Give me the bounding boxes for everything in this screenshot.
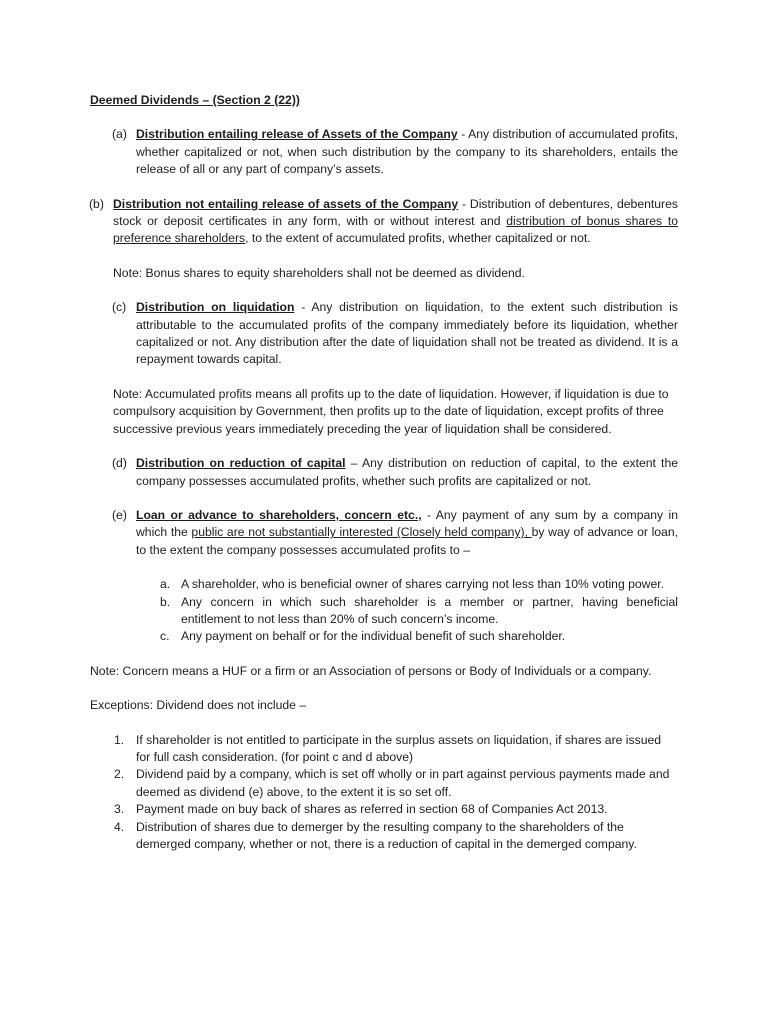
list-item-label: 4. — [114, 819, 125, 834]
item-a-label: (a) — [112, 127, 127, 142]
item-d-heading: Distribution on reduction of capital — [136, 456, 346, 471]
list-item-text: Any payment on behalf or for the individual benefit of such shareholder. — [181, 629, 566, 644]
item-b — [89, 196, 678, 248]
item-e-subitems — [160, 576, 678, 646]
list-item-text: A shareholder, who is beneficial owner of shares carrying not less than 10% voting power. — [181, 577, 665, 592]
item-b-text-1: - Distribution of debentures, debentures stock or deposit certificates in any form, with or without interest and — [113, 196, 678, 229]
item-d — [112, 455, 678, 490]
item-c — [112, 299, 678, 369]
item-b-text-2: , to the extent of accumulated profits, whether capitalized or not. — [245, 231, 591, 246]
item-b-heading: Distribution not entailing release of assets of the Company — [113, 196, 459, 211]
item-e-underlined: public are not substantially interested (Closely held company), — [191, 525, 532, 540]
item-c-label: (c) — [112, 300, 127, 315]
item-e-heading: Loan or advance to shareholders, concern etc., — [136, 507, 422, 522]
note-accumulated-profits: Note: Accumulated profits means all profits up to the date of liquidation. However, if liquidation is due to compulsory acquisition by Government, then profits up to the date of liquidation, except profits of three successive previous years immediately preceding the year of liquidation shall be considered. — [113, 386, 669, 436]
list-item-text: Any concern in which such shareholder is a member or partner, having beneficial entitlement to not less than 20% of such concern’s income. — [181, 594, 678, 626]
list-item-label: c. — [160, 629, 170, 644]
page-title: Deemed Dividends – (Section 2 (22)) — [90, 93, 300, 107]
item-c-text: - Any distribution on liquidation, to the extent such distribution is attributable to the accumulated profits of the company immediately before its liquidation, whether capitalized or not. Any distribution after the date of liquidation shall not be treated as dividend. It is a repayment towards capital. — [136, 300, 678, 367]
list-item — [160, 576, 678, 593]
list-item-label: 3. — [114, 802, 125, 817]
list-item — [114, 766, 678, 801]
list-item — [114, 732, 678, 767]
exceptions-list — [114, 732, 678, 854]
list-item-label: a. — [160, 577, 171, 592]
item-a-text: - Any distribution of accumulated profits, whether capitalized or not, when such distribution by the company to its shareholders, entails the release of all or any part of company’s assets. — [136, 127, 678, 177]
list-item — [160, 628, 678, 645]
note-bonus-shares: Note: Bonus shares to equity shareholders shall not be deemed as dividend. — [113, 265, 525, 280]
item-c-heading: Distribution on liquidation — [136, 300, 295, 315]
list-item-text: Distribution of shares due to demerger by the resulting company to the shareholders of the demerged company, whether or not, there is a reduction of capital in the demerged company. — [136, 819, 637, 851]
item-e — [112, 507, 679, 559]
item-b-label: (b) — [89, 196, 104, 211]
list-item-text: Dividend paid by a company, which is set off wholly or in part against pervious payments made and deemed as dividend (e) above, to the extent it is so set off. — [136, 767, 670, 799]
list-item-text: If shareholder is not entitled to participate in the surplus assets on liquidation, if shares are issued for full cash consideration. (for point c and d above) — [136, 732, 662, 764]
item-e-text-1: - Any payment of any sum by a company in which the — [136, 507, 678, 540]
exceptions-heading: Exceptions: Dividend does not include – — [90, 698, 307, 713]
list-item — [114, 801, 678, 818]
item-a-heading: Distribution entailing release of Assets of the Company — [136, 127, 458, 142]
list-item-text: Payment made on buy back of shares as referred in section 68 of Companies Act 2013. — [136, 802, 608, 817]
note-concern: Note: Concern means a HUF or a firm or an Association of persons or Body of Individuals or a company. — [90, 663, 652, 678]
item-d-text: – Any distribution on reduction of capital, to the extent the company possesses accumulated profits, whether such profits are capitalized or not. — [136, 456, 678, 488]
list-item — [160, 594, 678, 629]
item-b-underlined: distribution of bonus shares to preference shareholders — [113, 214, 678, 246]
item-d-label: (d) — [112, 456, 127, 471]
item-a — [112, 126, 678, 178]
list-item-label: b. — [160, 594, 171, 609]
list-item-label: 2. — [114, 767, 125, 782]
item-e-text-2: by way of advance or loan, to the extent the company possesses accumulated profits to – — [136, 525, 679, 557]
list-item-label: 1. — [114, 732, 125, 747]
list-item — [114, 819, 678, 854]
item-e-label: (e) — [112, 507, 127, 522]
